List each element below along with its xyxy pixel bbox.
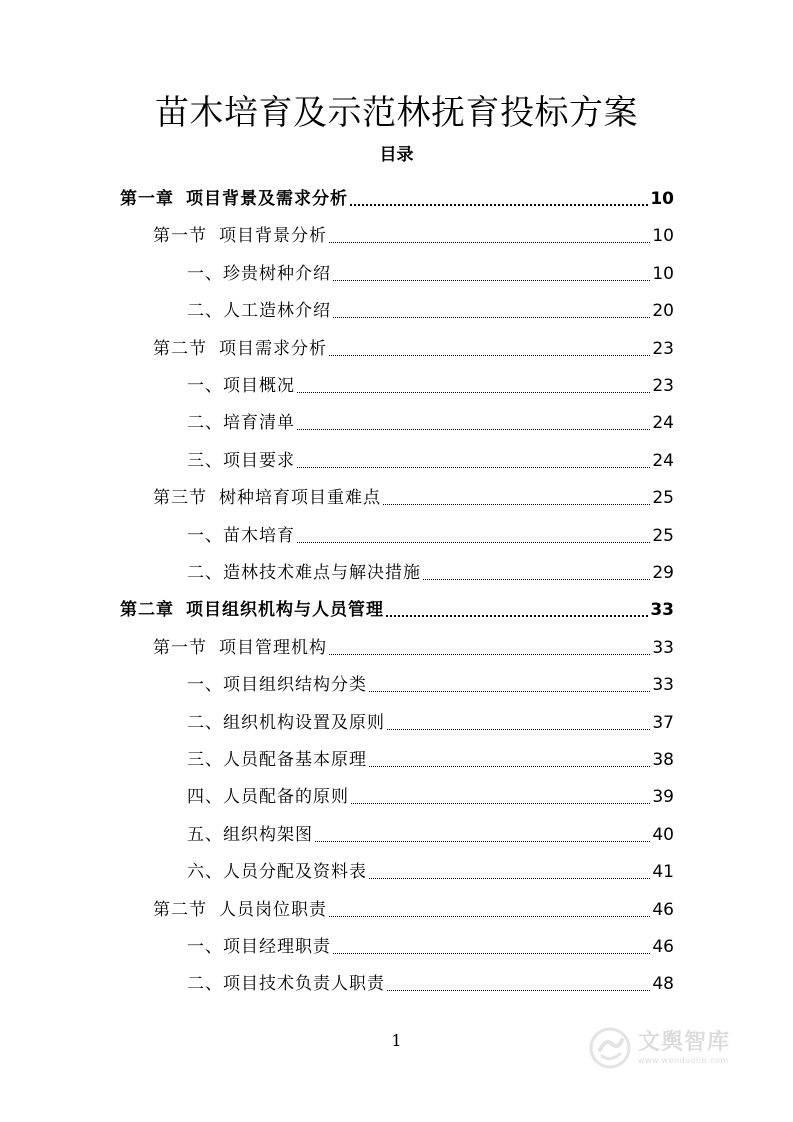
toc-entry-label: [187, 373, 295, 399]
toc-dot-leader: [329, 355, 650, 356]
toc-entry-text: 人工造林介绍: [223, 301, 331, 322]
toc-entry[interactable]: [153, 336, 674, 362]
toc-entry-text: 树种培育项目重难点: [219, 488, 381, 509]
toc-entry[interactable]: [187, 298, 674, 324]
toc-entry-label: [153, 485, 381, 511]
toc-entry-page: 29: [652, 563, 674, 583]
toc-entry-page: 23: [652, 376, 674, 396]
toc-entry-text: 人员岗位职责: [219, 899, 327, 920]
toc-entry-prefix: 第一节: [153, 637, 207, 658]
toc-dot-leader: [333, 317, 650, 318]
toc-entry-label: [187, 784, 349, 810]
toc-entry-label: [187, 934, 331, 960]
toc-entry-page: 37: [652, 712, 674, 733]
toc-entry-label: [187, 298, 331, 324]
toc-entry[interactable]: [187, 261, 674, 287]
toc-entry-prefix: 一、: [187, 675, 223, 696]
watermark: [588, 1022, 758, 1074]
toc-dot-leader: [386, 615, 648, 617]
toc-dot-leader: [351, 803, 650, 804]
toc-entry[interactable]: [153, 897, 674, 923]
toc-entry-page: 33: [650, 600, 674, 621]
toc-entry-page: 24: [652, 413, 674, 434]
toc-entry-label: [153, 635, 327, 661]
toc-entry[interactable]: [187, 373, 674, 399]
toc-entry-page: 10: [652, 226, 674, 247]
toc-entry-label: [187, 261, 331, 287]
toc-entry-text: 项目要求: [223, 450, 295, 471]
toc-entry-text: 苗木培育: [223, 525, 295, 546]
toc-entry[interactable]: [187, 672, 674, 698]
toc-entry-text: 人员配备基本原理: [223, 750, 367, 770]
toc-entry-text: 项目技术负责人职责: [223, 974, 385, 995]
toc-dot-leader: [383, 504, 650, 505]
toc-entry[interactable]: [153, 635, 674, 661]
toc-entry-prefix: 二、: [187, 301, 223, 322]
toc-entry-prefix: 二、: [187, 974, 223, 995]
toc-entry[interactable]: [187, 448, 674, 474]
toc-dot-leader: [297, 467, 650, 468]
toc-entry-text: 组织机构设置及原则: [223, 712, 385, 733]
toc-entry-text: 项目需求分析: [219, 338, 327, 359]
toc-entry-text: 项目背景及需求分析: [186, 189, 348, 209]
toc-entry[interactable]: [187, 523, 674, 549]
toc-entry-text: 项目组织机构与人员管理: [186, 600, 384, 621]
toc-entry-page: 38: [652, 750, 674, 770]
toc-entry-page: 46: [652, 899, 674, 920]
toc-entry-page: 48: [652, 974, 674, 995]
toc-entry-prefix: 三、: [187, 450, 223, 471]
toc-entry[interactable]: [187, 560, 674, 586]
toc-entry-prefix: 一、: [187, 525, 223, 546]
toc-entry-text: 珍贵树种介绍: [223, 263, 331, 284]
toc-entry-page: 33: [652, 675, 674, 696]
watermark-text: 文舆智库: [638, 1030, 731, 1055]
toc-dot-leader: [423, 579, 650, 580]
toc-entry[interactable]: [187, 784, 674, 810]
toc-entry-label: [120, 186, 348, 212]
page-number: 1: [391, 1031, 402, 1050]
wendu-logo-icon: [588, 1026, 632, 1070]
toc-dot-leader: [333, 953, 650, 954]
toc-dot-leader: [333, 280, 650, 281]
toc-entry-label: [120, 597, 384, 623]
toc-entry[interactable]: [120, 186, 674, 212]
toc-entry-label: [187, 971, 385, 997]
toc-entry[interactable]: [153, 485, 674, 511]
toc-entry-label: [187, 859, 367, 885]
toc-dot-leader: [387, 729, 650, 730]
toc-entry-label: [187, 710, 385, 736]
toc-entry-label: [153, 336, 327, 362]
toc-entry[interactable]: [187, 934, 674, 960]
toc-entry-text: 组织构架图: [223, 824, 313, 845]
toc-entry-text: 项目组织结构分类: [223, 675, 367, 696]
toc-entry-prefix: 五、: [187, 824, 223, 845]
toc-entry-page: 23: [652, 338, 674, 359]
toc-entry-prefix: 第二节: [153, 338, 207, 359]
toc-heading: 目录: [379, 145, 414, 165]
document-title: 苗木培育及示范林抚育投标方案: [155, 93, 638, 133]
toc-entry-text: 造林技术难点与解决措施: [223, 563, 421, 583]
toc-dot-leader: [329, 654, 650, 655]
toc-entry[interactable]: [187, 971, 674, 997]
watermark-subtext: www.wenduolib.com: [638, 1056, 729, 1065]
toc-entry-page: 20: [652, 301, 674, 322]
toc-entry-page: 40: [652, 824, 674, 845]
toc-entry-page: 46: [652, 937, 674, 957]
toc-entry-text: 培育清单: [223, 413, 295, 434]
toc-entry-label: [153, 897, 327, 923]
toc-entry-prefix: 第一节: [153, 226, 207, 247]
toc-entry-prefix: 二、: [187, 712, 223, 733]
toc-dot-leader: [329, 242, 650, 243]
toc-entry-label: [187, 747, 367, 773]
toc-dot-leader: [369, 878, 650, 879]
toc-entry-page: 10: [652, 263, 674, 284]
toc-entry[interactable]: [187, 822, 674, 848]
toc-entry-text: 项目管理机构: [219, 637, 327, 658]
toc-entry-page: 25: [652, 525, 674, 546]
toc-entry-page: 24: [652, 450, 674, 471]
toc-entry-text: 人员配备的原则: [223, 787, 349, 808]
toc-entry-label: [187, 560, 421, 586]
toc-entry-label: [187, 448, 295, 474]
toc-entry-page: 25: [652, 488, 674, 509]
toc-dot-leader: [369, 691, 650, 692]
toc-entry-prefix: 第二节: [153, 899, 207, 920]
toc-entry[interactable]: [187, 410, 674, 436]
toc-entry-page: 41: [652, 862, 674, 883]
toc-entry[interactable]: [187, 747, 674, 773]
toc-entry-page: 39: [652, 787, 674, 808]
toc-entry-text: 项目概况: [223, 376, 295, 396]
toc-dot-leader: [297, 429, 650, 430]
toc-entry-text: 人员分配及资料表: [223, 862, 367, 883]
toc-entry-prefix: 一、: [187, 376, 223, 396]
toc-entry-label: [187, 523, 295, 549]
toc-entry-text: 项目背景分析: [219, 226, 327, 247]
toc-entry-label: [153, 223, 327, 249]
toc-entry[interactable]: [187, 859, 674, 885]
toc-entry-prefix: 二、: [187, 413, 223, 434]
toc-entry-prefix: 三、: [187, 750, 223, 770]
toc-dot-leader: [297, 392, 650, 393]
toc-entry[interactable]: [153, 223, 674, 249]
toc-dot-leader: [329, 916, 650, 917]
toc-entry-prefix: 第一章: [120, 189, 174, 209]
toc-dot-leader: [297, 542, 650, 543]
toc-dot-leader: [350, 204, 648, 206]
toc-entry-label: [187, 410, 295, 436]
toc-entry-prefix: 第二章: [120, 600, 174, 621]
toc-entry-page: 10: [650, 189, 674, 209]
toc-dot-leader: [387, 990, 650, 991]
toc-entry-prefix: 一、: [187, 937, 223, 957]
toc-entry-text: 项目经理职责: [223, 937, 331, 957]
toc-dot-leader: [369, 766, 650, 767]
toc-entry-label: [187, 672, 367, 698]
toc-entry[interactable]: [187, 710, 674, 736]
toc-entry-prefix: 四、: [187, 787, 223, 808]
toc-entry-label: [187, 822, 313, 848]
toc-entry-prefix: 六、: [187, 862, 223, 883]
toc-entry-prefix: 第三节: [153, 488, 207, 509]
toc-entry-prefix: 二、: [187, 563, 223, 583]
toc-entry[interactable]: [120, 597, 674, 623]
toc-entry-page: 33: [652, 637, 674, 658]
toc-dot-leader: [315, 841, 650, 842]
toc-entry-prefix: 一、: [187, 263, 223, 284]
